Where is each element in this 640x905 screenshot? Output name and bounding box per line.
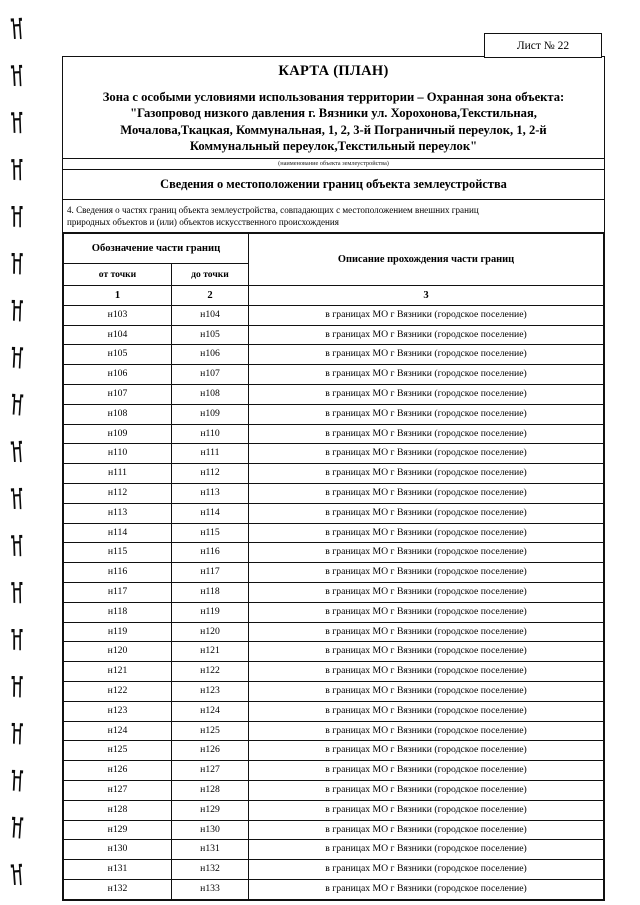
cell-to-point: н107 [172, 365, 249, 385]
object-title-line-3: Мочалова,Ткацкая, Коммунальная, 1, 2, 3-й Пограничный переулок, 1, 2-й [120, 122, 547, 137]
table-row [64, 879, 604, 899]
column-number-1: 1 [64, 285, 172, 305]
binding-mark-icon [10, 300, 25, 322]
cell-from-point: н107 [64, 385, 172, 405]
sheet-number-box [484, 33, 602, 58]
table-row [64, 305, 604, 325]
cell-to-point: н110 [172, 424, 249, 444]
cell-from-point: н125 [64, 741, 172, 761]
table-row [64, 325, 604, 345]
cell-from-point: н110 [64, 444, 172, 464]
cell-description: в границах МО г Вязники (городское поселение) [249, 582, 604, 602]
cell-to-point: н120 [172, 622, 249, 642]
cell-from-point: н112 [64, 483, 172, 503]
cell-from-point: н121 [64, 662, 172, 682]
cell-description: в границах МО г Вязники (городское поселение) [249, 622, 604, 642]
column-number-2: 2 [172, 285, 249, 305]
map-plan-title: КАРТА (ПЛАН) [278, 63, 389, 79]
cell-to-point: н112 [172, 464, 249, 484]
cell-from-point: н104 [64, 325, 172, 345]
binding-mark-icon [10, 629, 24, 651]
binding-mark-icon [9, 864, 25, 887]
table-row [64, 404, 604, 424]
table-row [64, 582, 604, 602]
object-title [71, 89, 596, 155]
cell-from-point: н103 [64, 305, 172, 325]
cell-from-point: н117 [64, 582, 172, 602]
cell-from-point: н106 [64, 365, 172, 385]
binding-mark-icon [9, 18, 25, 41]
cell-to-point: н104 [172, 305, 249, 325]
binding-mark-icon [10, 582, 24, 604]
cell-to-point: н121 [172, 642, 249, 662]
table-row [64, 701, 604, 721]
cell-description: в границах МО г Вязники (городское поселение) [249, 503, 604, 523]
table-row [64, 444, 604, 464]
cell-description: в границах МО г Вязники (городское поселение) [249, 563, 604, 583]
cell-description: в границах МО г Вязники (городское поселение) [249, 662, 604, 682]
section-heading: Сведения о местоположении границ объекта землеустройства [160, 176, 507, 191]
table-row [64, 721, 604, 741]
cell-description: в границах МО г Вязники (городское поселение) [249, 780, 604, 800]
object-title-line-4: Коммунальный переулок,Текстильный переулок" [189, 139, 478, 154]
table-row [64, 385, 604, 405]
cell-description: в границах МО г Вязники (городское поселение) [249, 305, 604, 325]
table-row [64, 741, 604, 761]
cell-to-point: н125 [172, 721, 249, 741]
cell-description: в границах МО г Вязники (городское поселение) [249, 424, 604, 444]
paragraph-4-text [63, 200, 604, 233]
cell-to-point: н117 [172, 563, 249, 583]
cell-from-point: н120 [64, 642, 172, 662]
object-title-caption [63, 159, 604, 170]
cell-to-point: н114 [172, 503, 249, 523]
cell-to-point: н122 [172, 662, 249, 682]
cell-to-point: н129 [172, 800, 249, 820]
cell-from-point: н111 [64, 464, 172, 484]
table-row [64, 840, 604, 860]
table-row [64, 345, 604, 365]
table-row [64, 424, 604, 444]
cell-from-point: н127 [64, 780, 172, 800]
cell-to-point: н131 [172, 840, 249, 860]
cell-to-point: н111 [172, 444, 249, 464]
cell-from-point: н113 [64, 503, 172, 523]
cell-to-point: н105 [172, 325, 249, 345]
cell-to-point: н132 [172, 860, 249, 880]
cell-description: в границах МО г Вязники (городское поселение) [249, 681, 604, 701]
cell-description: в границах МО г Вязники (городское поселение) [249, 840, 604, 860]
cell-from-point: н122 [64, 681, 172, 701]
cell-to-point: н115 [172, 523, 249, 543]
table-header-row-group [64, 233, 604, 263]
cell-to-point: н119 [172, 602, 249, 622]
cell-description: в границах МО г Вязники (городское поселение) [249, 761, 604, 781]
cell-from-point: н123 [64, 701, 172, 721]
cell-from-point: н118 [64, 602, 172, 622]
cell-from-point: н115 [64, 543, 172, 563]
cell-to-point: н127 [172, 761, 249, 781]
cell-description: в границах МО г Вязники (городское поселение) [249, 879, 604, 899]
table-row [64, 543, 604, 563]
table-body [64, 305, 604, 899]
cell-to-point: н123 [172, 681, 249, 701]
cell-to-point: н118 [172, 582, 249, 602]
caption-text: (наименование объекта землеустройства) [278, 159, 389, 167]
cell-description: в границах МО г Вязники (городское поселение) [249, 543, 604, 563]
binding-mark-icon [9, 488, 24, 511]
cell-to-point: н106 [172, 345, 249, 365]
cell-to-point: н133 [172, 879, 249, 899]
cell-description: в границах МО г Вязники (городское поселение) [249, 820, 604, 840]
cell-description: в границах МО г Вязники (городское поселение) [249, 800, 604, 820]
paragraph-4-line-1: 4. Сведения о частях границ объекта землеустройства, совпадающих с местоположением внешних границ [67, 204, 479, 215]
cell-description: в границах МО г Вязники (городское поселение) [249, 642, 604, 662]
binding-mark-icon [10, 206, 24, 228]
table-row [64, 800, 604, 820]
cell-description: в границах МО г Вязники (городское поселение) [249, 325, 604, 345]
cell-from-point: н114 [64, 523, 172, 543]
column-group-header-designation: Обозначение части границ [64, 233, 249, 263]
cell-to-point: н126 [172, 741, 249, 761]
binding-mark-icon [10, 253, 24, 275]
paragraph-4-line-2: природных объектов и (или) объектов искусственного происхождения [67, 217, 339, 228]
cell-description: в границах МО г Вязники (городское поселение) [249, 701, 604, 721]
cell-to-point: н124 [172, 701, 249, 721]
table-row [64, 662, 604, 682]
binding-mark-icon [9, 770, 24, 793]
cell-from-point: н129 [64, 820, 172, 840]
binding-mark-icon [9, 394, 25, 417]
table-row [64, 602, 604, 622]
binding-mark-icon [9, 441, 25, 464]
title-block [63, 57, 604, 159]
cell-from-point: н130 [64, 840, 172, 860]
table-column-number-row [64, 285, 604, 305]
cell-from-point: н105 [64, 345, 172, 365]
cell-description: в границах МО г Вязники (городское поселение) [249, 365, 604, 385]
cell-to-point: н116 [172, 543, 249, 563]
cell-from-point: н128 [64, 800, 172, 820]
table-row [64, 642, 604, 662]
binding-mark-icon [9, 817, 25, 840]
table-row [64, 503, 604, 523]
cell-description: в границах МО г Вязники (городское поселение) [249, 464, 604, 484]
scan-artifact-column [0, 0, 56, 905]
cell-description: в границах МО г Вязники (городское поселение) [249, 404, 604, 424]
document-frame [62, 56, 605, 901]
column-header-description: Описание прохождения части границ [249, 233, 604, 285]
cell-description: в границах МО г Вязники (городское поселение) [249, 860, 604, 880]
cell-description: в границах МО г Вязники (городское поселение) [249, 444, 604, 464]
table-row [64, 464, 604, 484]
table-row [64, 365, 604, 385]
cell-from-point: н132 [64, 879, 172, 899]
cell-to-point: н128 [172, 780, 249, 800]
cell-to-point: н108 [172, 385, 249, 405]
cell-from-point: н109 [64, 424, 172, 444]
cell-to-point: н113 [172, 483, 249, 503]
object-title-line-1: Зона с особыми условиями использования территории – Охранная зона объекта: [102, 90, 565, 104]
cell-description: в границах МО г Вязники (городское поселение) [249, 385, 604, 405]
cell-description: в границах МО г Вязники (городское поселение) [249, 345, 604, 365]
table-head [64, 233, 604, 305]
binding-mark-icon [10, 676, 24, 698]
cell-description: в границах МО г Вязники (городское поселение) [249, 721, 604, 741]
binding-mark-icon [9, 65, 24, 88]
cell-description: в границах МО г Вязники (городское поселение) [249, 602, 604, 622]
table-row [64, 780, 604, 800]
cell-from-point: н119 [64, 622, 172, 642]
cell-to-point: н130 [172, 820, 249, 840]
cell-description: в границах МО г Вязники (городское поселение) [249, 483, 604, 503]
table-row [64, 820, 604, 840]
boundary-parts-table [63, 233, 604, 900]
table-row [64, 622, 604, 642]
table-row [64, 563, 604, 583]
cell-from-point: н108 [64, 404, 172, 424]
table-row [64, 761, 604, 781]
cell-from-point: н124 [64, 721, 172, 741]
binding-mark-icon [10, 112, 25, 134]
cell-from-point: н126 [64, 761, 172, 781]
cell-from-point: н131 [64, 860, 172, 880]
binding-mark-icon [10, 535, 25, 557]
table-row [64, 681, 604, 701]
column-header-to-point: до точки [172, 263, 249, 285]
table-row [64, 483, 604, 503]
cell-description: в границах МО г Вязники (городское поселение) [249, 523, 604, 543]
object-title-line-2: "Газопровод низкого давления г. Вязники ул. Хорохонова,Текстильная, [130, 106, 537, 121]
table-row [64, 523, 604, 543]
section-heading-block [63, 170, 604, 200]
sheet-number-label: Лист № 22 [516, 39, 570, 52]
column-header-from-point: от точки [64, 263, 172, 285]
column-number-3: 3 [249, 285, 604, 305]
binding-mark-icon [10, 723, 25, 745]
table-row [64, 860, 604, 880]
binding-mark-icon [9, 347, 24, 370]
cell-to-point: н109 [172, 404, 249, 424]
binding-mark-icon [10, 159, 24, 181]
cell-description: в границах МО г Вязники (городское поселение) [249, 741, 604, 761]
cell-from-point: н116 [64, 563, 172, 583]
